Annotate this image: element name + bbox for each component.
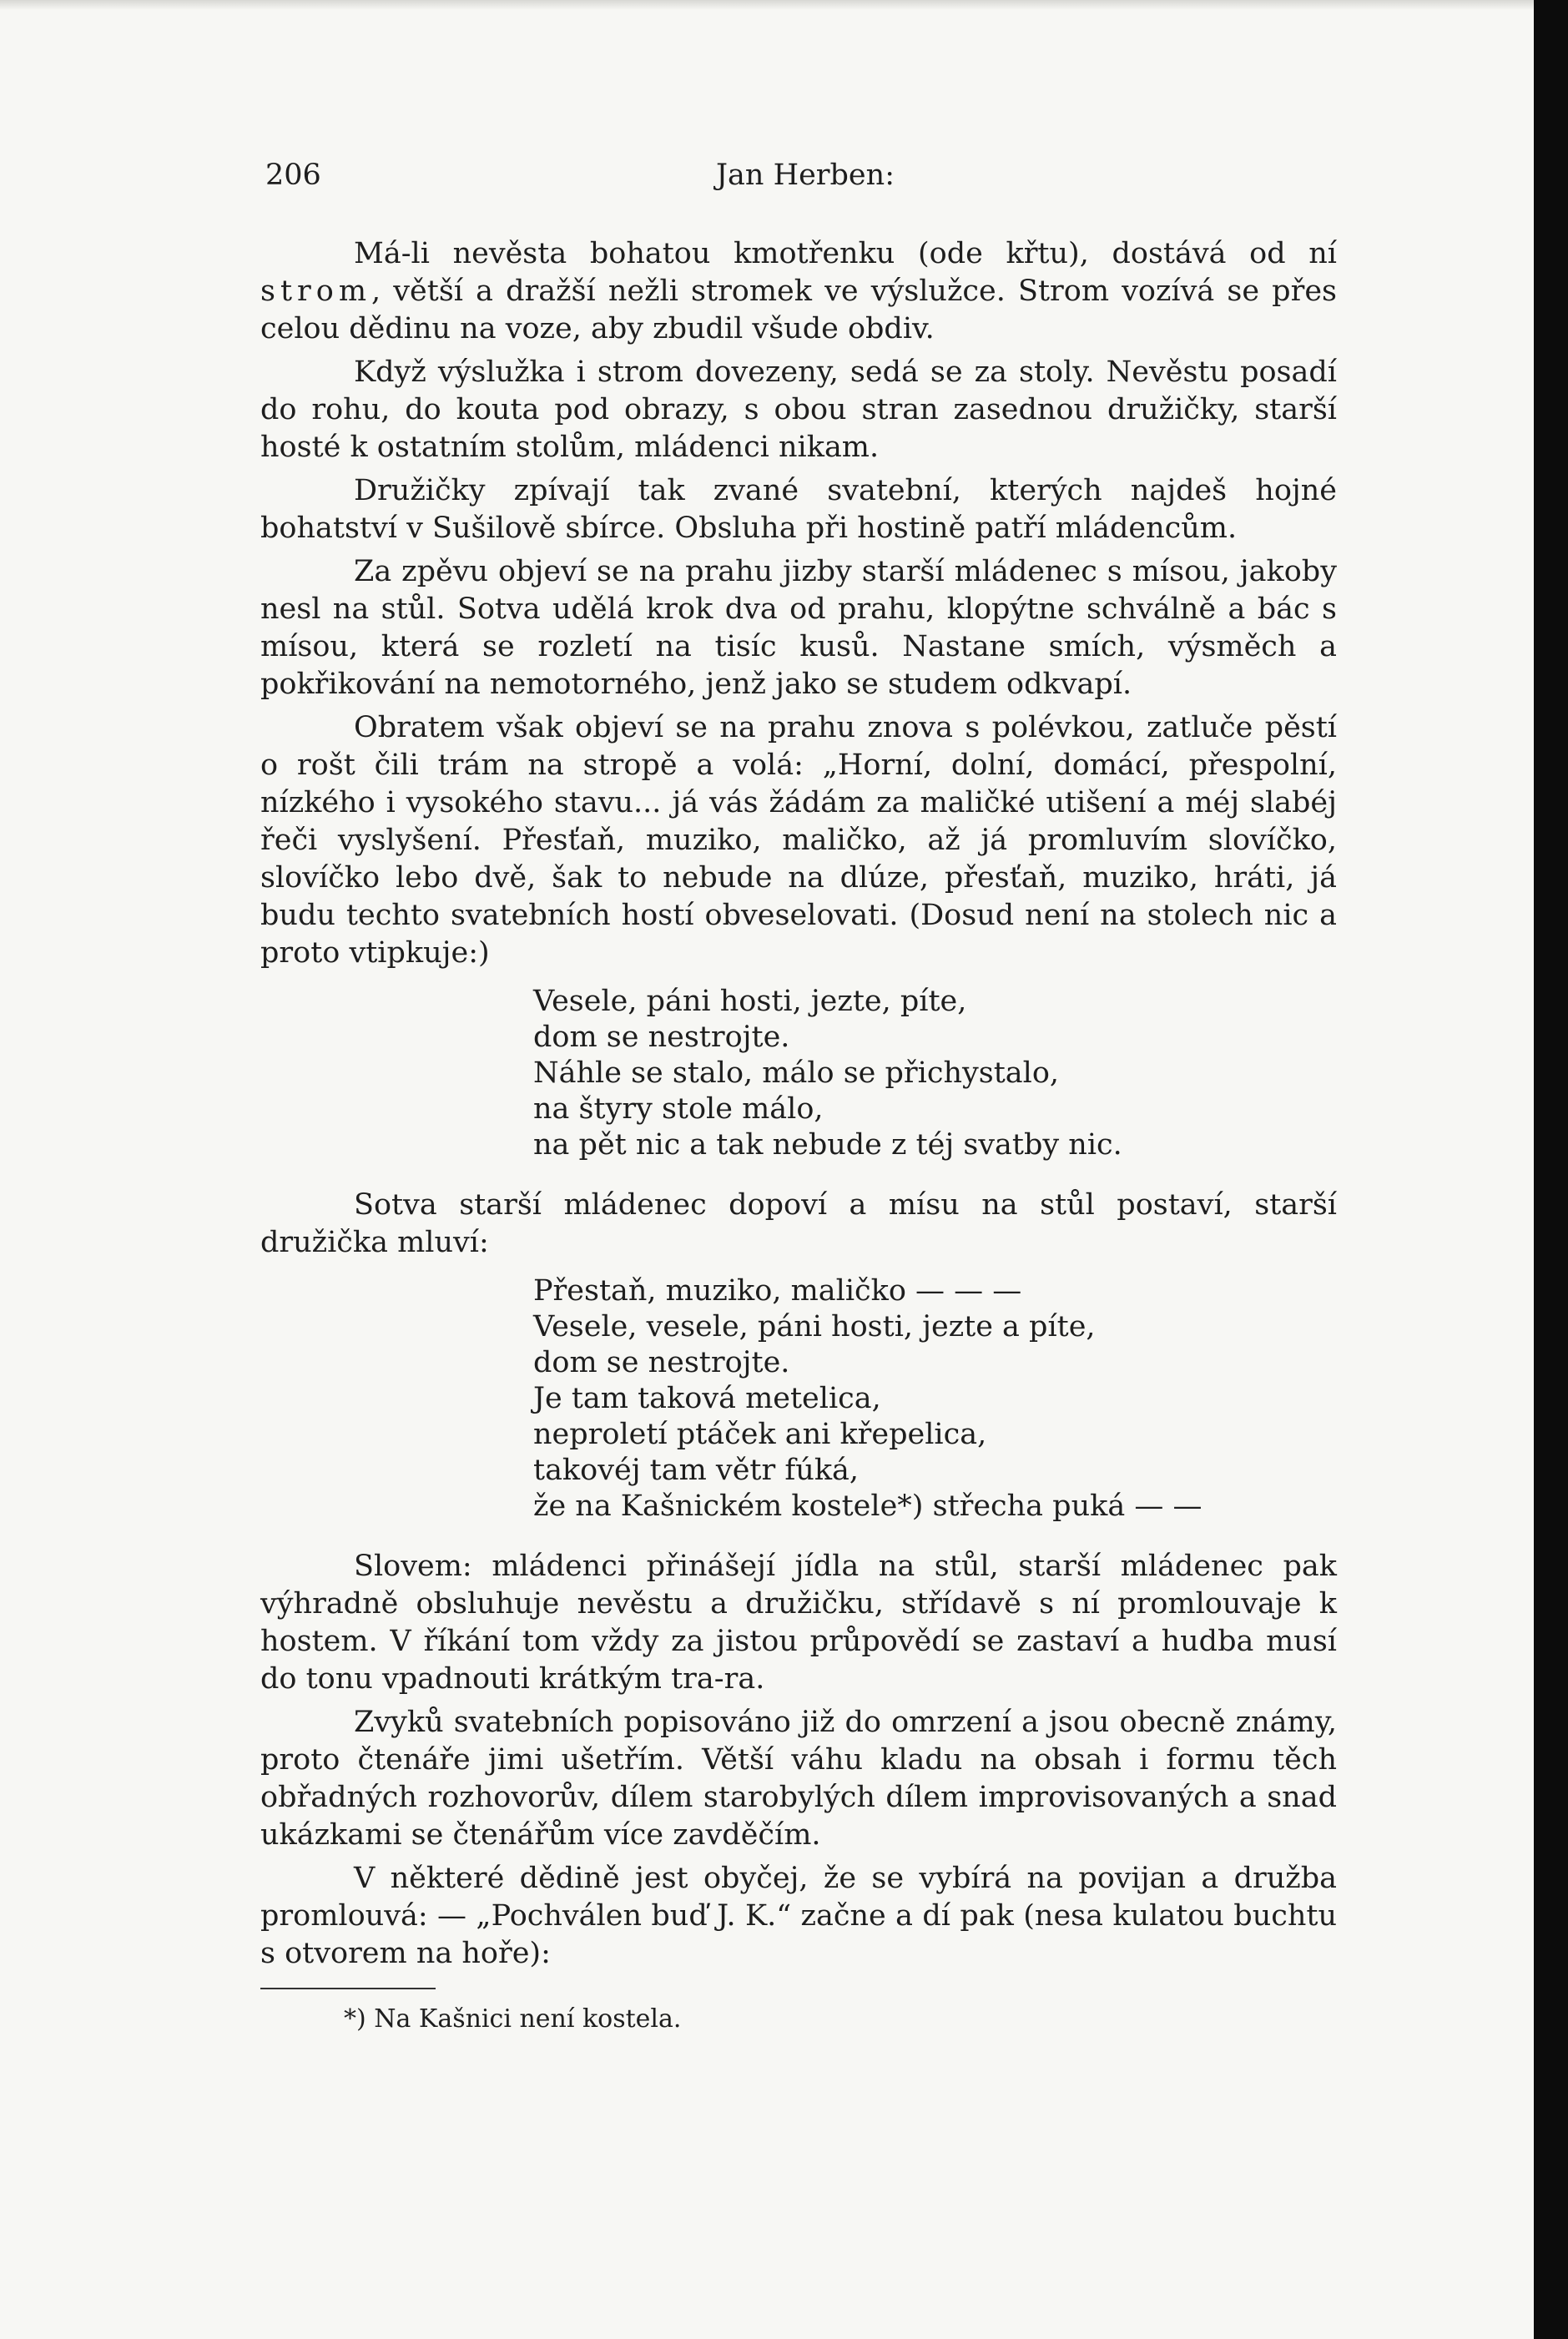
verse-line: Je tam taková metelica, bbox=[533, 1382, 881, 1415]
paragraph: Sotva starší mládenec dopoví a mísu na stůl postaví, starší družička mluví: bbox=[260, 1188, 1337, 1259]
scan-edge bbox=[1534, 0, 1568, 2339]
footnote bbox=[260, 1988, 1337, 2034]
verse-line: na štyry stole málo, bbox=[533, 1092, 824, 1126]
paragraph: Slovem: mládenci přinášejí jídla na stůl, starší mládenec pak výhradně obsluhuje nevěstu a družičku, střídavě s ní promlouvaje k hostem. V říkání tom vždy za jistou průpovědí se zastaví a hudba musí do tonu vpadnouti krátkým tra-ra. bbox=[260, 1550, 1337, 1696]
verse-line: takovéj tam větr fúká, bbox=[533, 1454, 860, 1487]
verse-line: na pět nic a tak nebude z téj svatby nic. bbox=[533, 1128, 1122, 1162]
page-header bbox=[265, 159, 1338, 200]
verse-line: Přestaň, muziko, maličko — — — bbox=[533, 1274, 1022, 1308]
running-head: Jan Herben: bbox=[716, 159, 895, 192]
footnote-text: *) Na Kašnici není kostela. bbox=[344, 2004, 682, 2034]
verse-line: Vesele, vesele, páni hosti, jezte a píte, bbox=[533, 1310, 1096, 1343]
paragraph: Zvyků svatebních popisováno již do omrzení a jsou obecně známy, proto čtenáře jimi ušetřím. Větší váhu kladu na obsah i formu těch obřadných rozhovorův, dílem starobylých dílem improvisovaných a snad ukázkami se čtenářům více zavděčím. bbox=[260, 1706, 1337, 1852]
verse-line: dom se nestrojte. bbox=[533, 1346, 790, 1379]
paragraph: Obratem však objeví se na prahu znova s polévkou, zatluče pěstí o rošt čili trám na stropě a volá: „Horní, dolní, domácí, přespolní, nízkého i vysokého stavu... já vás žádám za maličké utišení a méj slabéj řeči vyslyšení. Přesťaň, muziko, maličko, až já promluvím slovíčko, slovíčko lebo dvě, šak to nebude na dlúze, přesťaň, muziko, hráti, já budu techto svatebních hostí obveselovati. (Dosud není na stolech nic a proto vtipkuje:) bbox=[260, 711, 1337, 970]
paragraph: Má-li nevěsta bohatou kmotřenku (ode křtu), dostává od ní strom, větší a dražší nežli stromek ve výslužce. Strom vozívá se přes celou dědinu na voze, aby zbudil všude obdiv. bbox=[260, 237, 1337, 345]
verse-line: Náhle se stalo, málo se přichystalo, bbox=[533, 1056, 1060, 1090]
paragraph: V některé dědině jest obyčej, že se vybírá na povijan a družba promlouvá: — „Pochválen buď J. K.“ začne a dí pak (nesa kulatou buchtu s otvorem na hoře): bbox=[260, 1862, 1337, 1970]
verse-line: Vesele, páni hosti, jezte, píte, bbox=[533, 985, 967, 1018]
page-body bbox=[260, 235, 1337, 1979]
page-number: 206 bbox=[265, 159, 321, 192]
verse-block bbox=[533, 984, 1337, 1163]
paragraph: Družičky zpívají tak zvané svatební, kterých najdeš hojné bohatství v Sušilově sbírce. Obsluha při hostině patří mládencům. bbox=[260, 474, 1337, 545]
verse-line: že na Kašnickém kostele*) střecha puká — — bbox=[533, 1490, 1202, 1523]
footnote-rule bbox=[260, 1988, 436, 1989]
paragraph: Když výslužka i strom dovezeny, sedá se za stoly. Nevěstu posadí do rohu, do kouta pod obrazy, s obou stran zasednou družičky, starší hosté k ostatním stolům, mládenci nikam. bbox=[260, 355, 1337, 464]
verse-block bbox=[533, 1273, 1337, 1525]
page-top-shadow bbox=[0, 0, 1534, 10]
paragraph: Za zpěvu objeví se na prahu jizby starší mládenec s mísou, jakoby nesl na stůl. Sotva udělá krok dva od prahu, klopýtne schválně a bác s mísou, která se rozletí na tisíc kusů. Nastane smích, výsměch a pokřikování na nemotorného, jenž jako se studem odkvapí. bbox=[260, 555, 1337, 701]
verse-line: neproletí ptáček ani křepelica, bbox=[533, 1418, 987, 1451]
verse-line: dom se nestrojte. bbox=[533, 1021, 790, 1054]
emphasized-word: strom bbox=[260, 275, 372, 308]
